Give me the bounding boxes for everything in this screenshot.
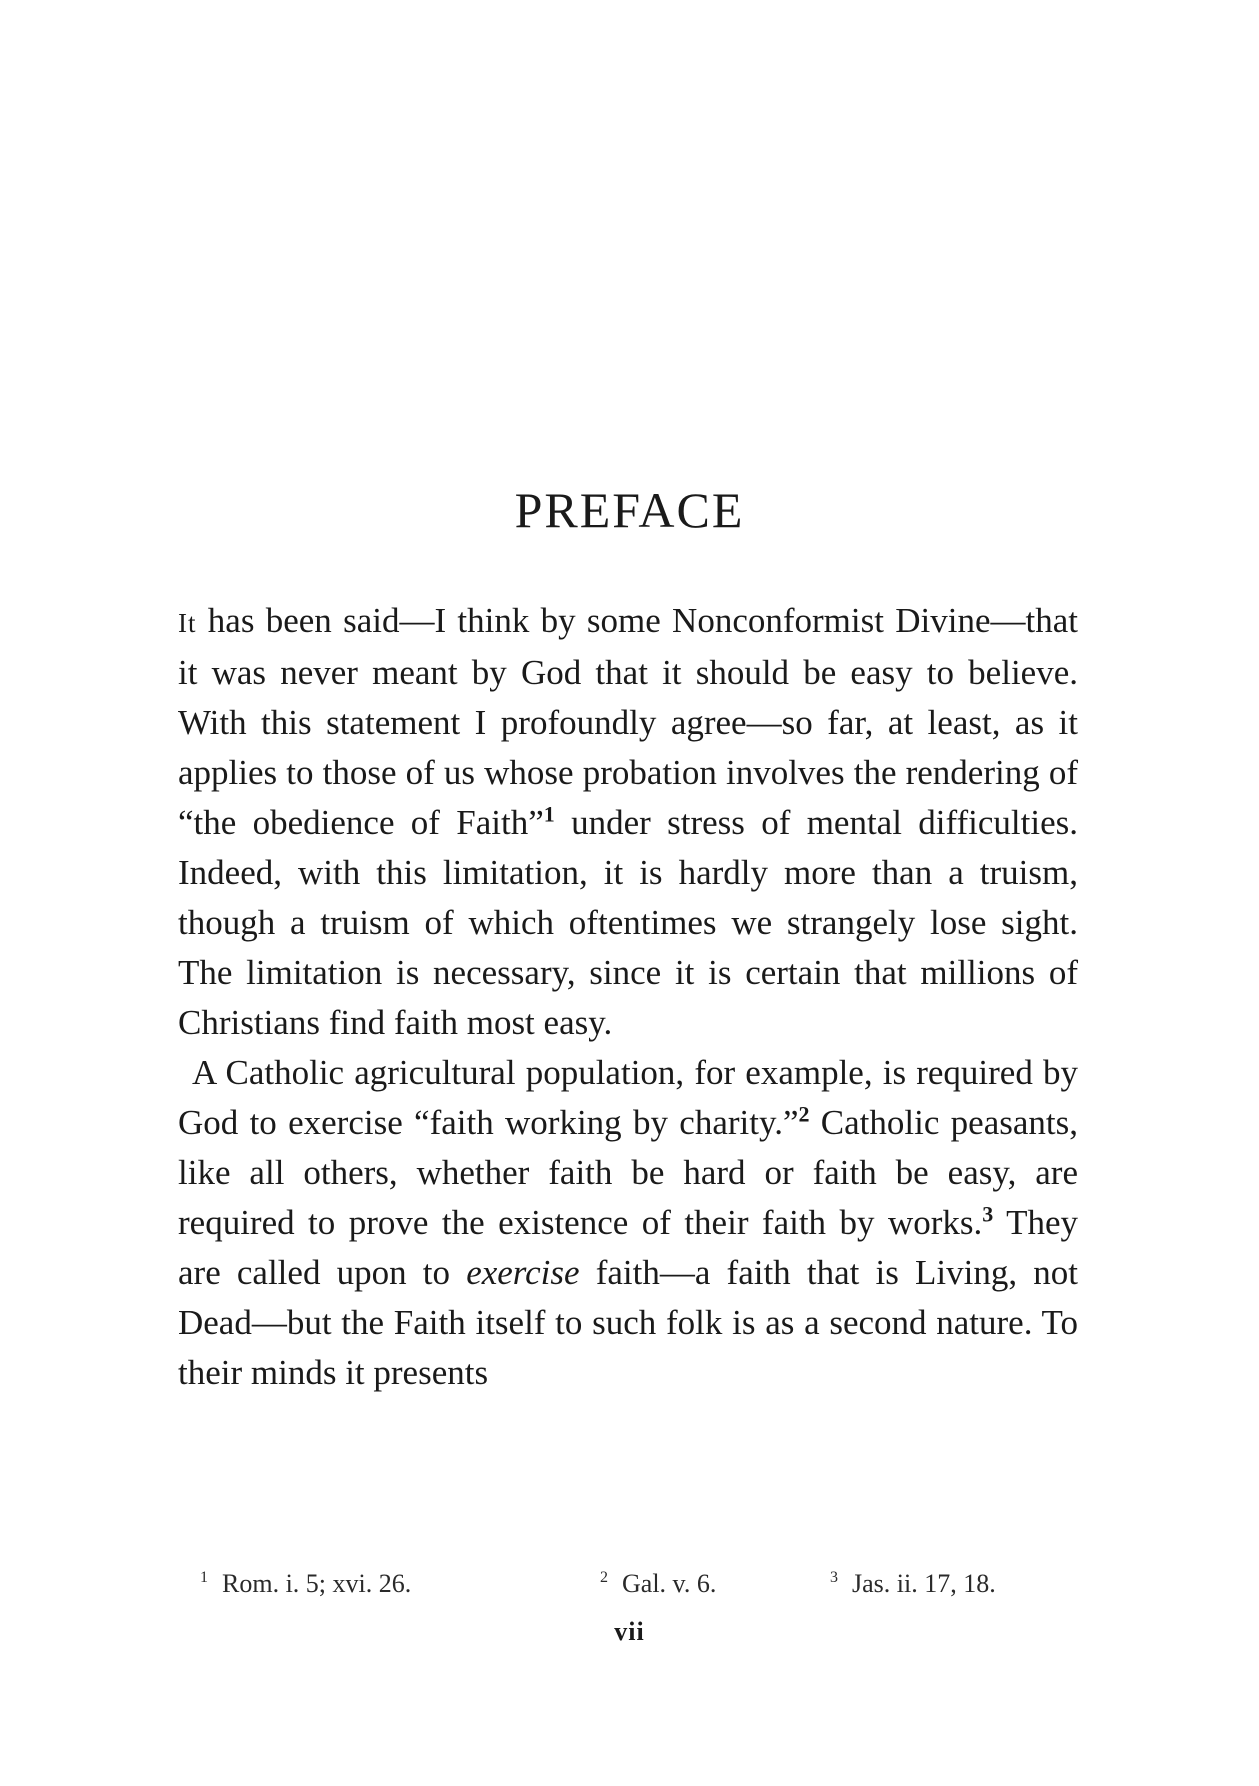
paragraph-1-text-part-1: has been said—I think by some Nonconformist Divine—that it was never meant by God that it should be easy to believe. With this statement I profoundly agree—so far, at least, as it applies to those of us whose probation involves the rendering of “the obedience of Faith”	[178, 601, 1078, 842]
footnote-2-mark: 2	[600, 1569, 608, 1587]
paragraph-2-text-part-1: A Catholic agricultural population, for example, is required by God to exercise “faith working by charity.”	[178, 1053, 1078, 1142]
paragraph-1-lead-smallcaps: It	[178, 608, 197, 638]
footnote-2-text: Gal. v. 6.	[622, 1569, 717, 1598]
paragraph-1	[178, 596, 1078, 1048]
footnote-ref-2[interactable]: 2	[798, 1101, 810, 1127]
footnote-ref-3[interactable]: 3	[982, 1201, 994, 1227]
footnote-1	[200, 1567, 411, 1601]
footnote-2	[600, 1567, 716, 1601]
paragraph-2	[178, 1048, 1078, 1398]
footnote-3-text: Jas. ii. 17, 18.	[852, 1569, 996, 1598]
paragraph-2-text-part-2: Catholic peasants, like all others, whether faith be hard or faith be easy, are required to prove the existence of their faith by works.	[178, 1103, 1078, 1242]
page-number: vii	[614, 1617, 645, 1646]
footnote-1-text: Rom. i. 5; xvi. 26.	[222, 1569, 412, 1598]
preface-body	[178, 596, 1078, 1398]
paragraph-1-text-part-2: under stress of mental difficulties. Indeed, with this limitation, it is hardly more than a truism, though a truism of which oftentimes we strangely lose sight. The limitation is necessary, since it is certain that millions of Christians find faith most easy.	[178, 803, 1079, 1042]
paragraph-2-text-part-4: faith—a faith that is Living, not Dead—but the Faith itself to such folk is as a second nature. To their minds it presents	[178, 1253, 1078, 1392]
footnote-3	[830, 1567, 996, 1601]
paragraph-2-italic-word: exercise	[466, 1253, 580, 1292]
footnote-ref-1[interactable]: 1	[543, 801, 555, 827]
footnote-3-mark: 3	[830, 1569, 838, 1587]
paragraph-2-text-part-3: They are called upon to	[178, 1203, 1078, 1292]
page-title: PREFACE	[514, 482, 745, 538]
footnote-1-mark: 1	[200, 1569, 208, 1587]
